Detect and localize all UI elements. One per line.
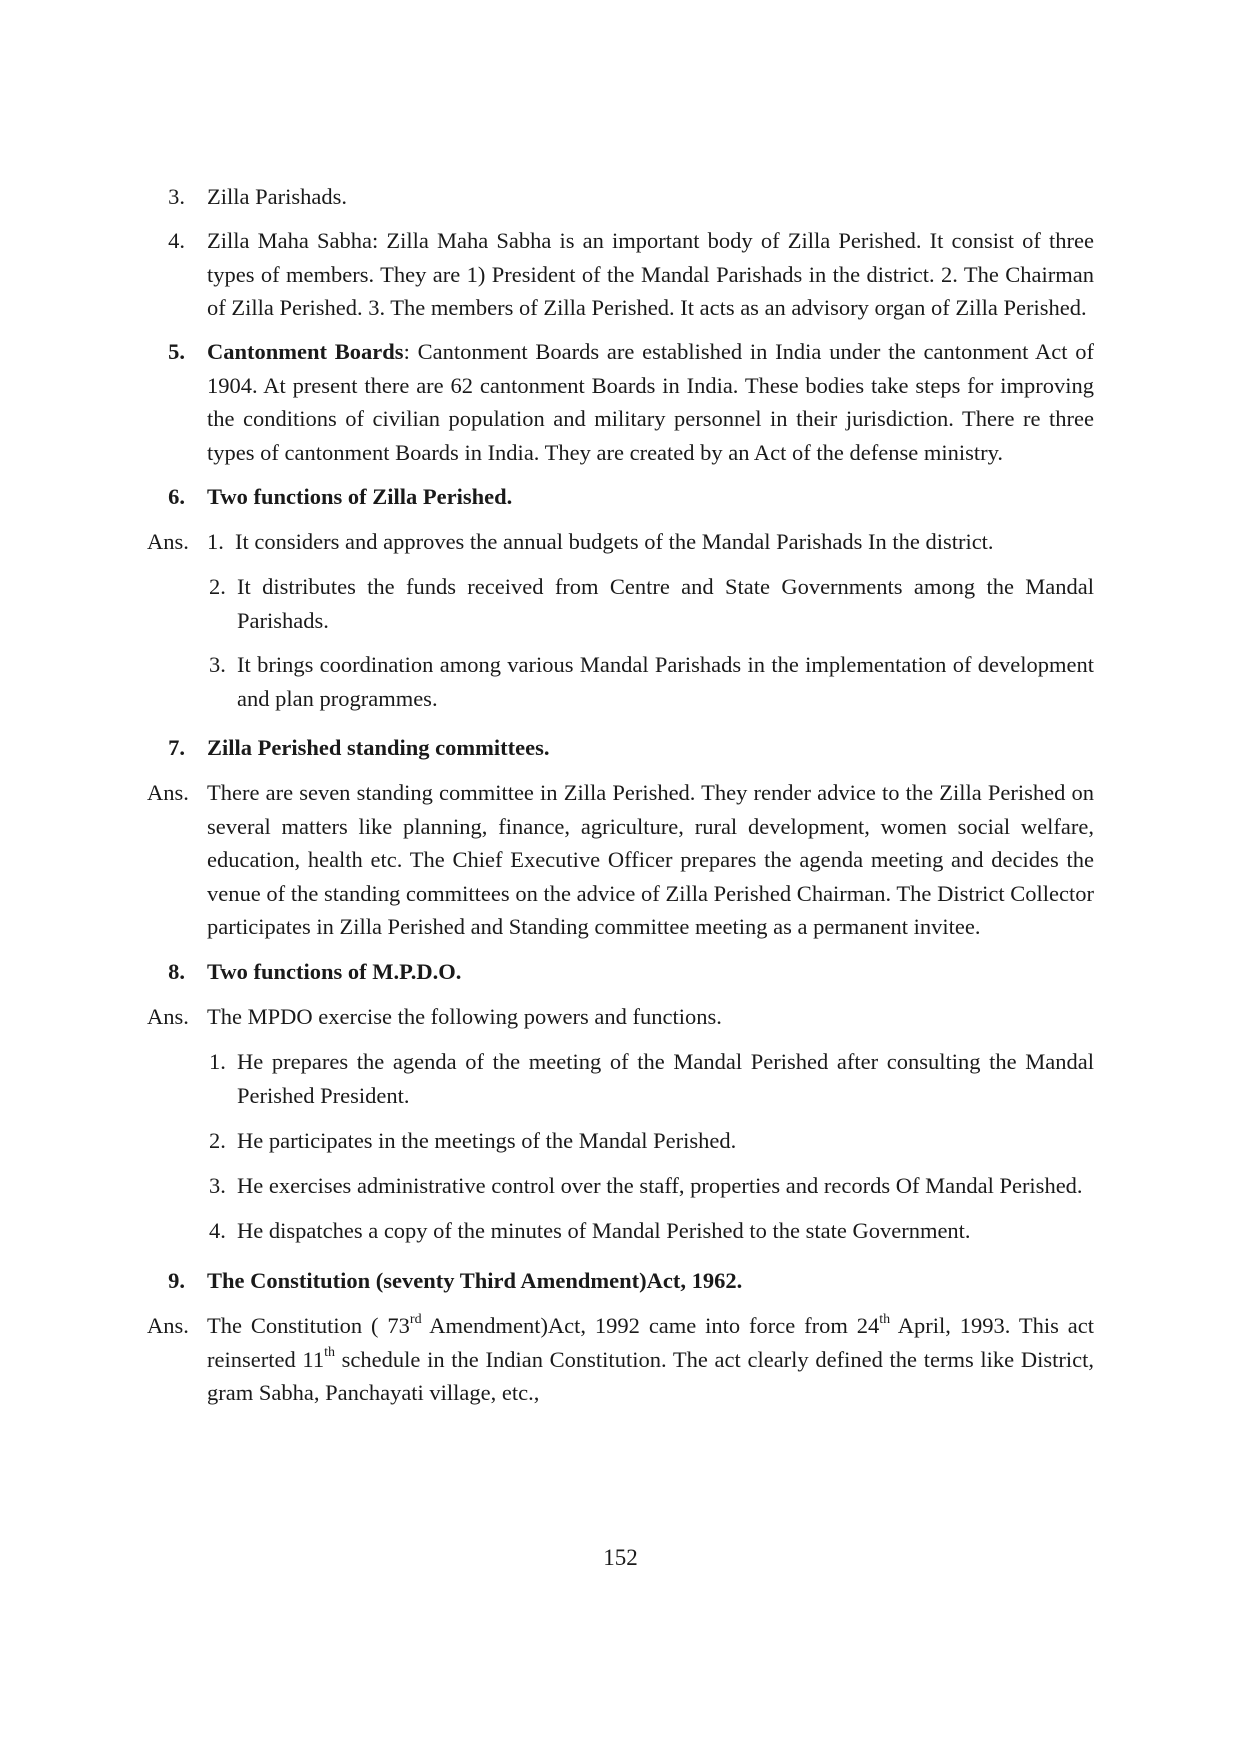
answer-text-part: schedule in the Indian Constitution. The act clearly defined the terms like District, gram Sabha, Panchayati village, etc., (207, 1346, 1094, 1405)
list-number: 2. (209, 574, 226, 599)
answer-intro: The MPDO exercise the following powers and functions. (207, 1004, 722, 1029)
list-item (209, 1169, 1094, 1203)
list-text: He exercises administrative control over the staff, properties and records Of Mandal Perished. (237, 1173, 1083, 1198)
item-text: Zilla Parishads. (207, 184, 347, 209)
superscript: th (324, 1345, 335, 1360)
item-number: 3. (168, 184, 185, 209)
item-text: : Cantonment Boards are established in India under the cantonment Act of 1904. At present there are 62 cantonment Boards in India. These bodies take steps for improving the conditions of civilian population and military personnel in their jurisdiction. There re three types of cantonment Boards in India. They are created by an Act of the defense ministry. (207, 339, 1094, 465)
list-item (209, 648, 1094, 715)
question-number: 7. (168, 735, 185, 760)
answer-text (207, 1309, 1094, 1410)
list-text: He prepares the agenda of the meeting of the Mandal Perished after consulting the Mandal Perished President. (237, 1049, 1094, 1108)
question-number: 9. (168, 1268, 185, 1293)
list-text: It considers and approves the annual budgets of the Mandal Parishads In the district. (235, 529, 994, 554)
list-number: 1. (207, 529, 224, 554)
answer-text-part: The Constitution ( 73 (207, 1313, 410, 1338)
answer-label: Ans. (147, 780, 189, 805)
answer-label: Ans. (147, 1313, 189, 1338)
list-text: He participates in the meetings of the Mandal Perished. (237, 1128, 737, 1153)
question-title: Two functions of M.P.D.O. (207, 959, 462, 984)
list-number: 2. (209, 1128, 226, 1153)
item-paragraph (207, 335, 1094, 469)
list-number: 1. (209, 1049, 226, 1074)
list-number: 3. (209, 652, 226, 677)
list-number: 3. (209, 1173, 226, 1198)
list-text: He dispatches a copy of the minutes of Mandal Perished to the state Government. (237, 1218, 971, 1243)
answer-label: Ans. (147, 529, 189, 554)
answer-text-part: Amendment)Act, 1992 came into force from 24 (421, 1313, 880, 1338)
question-title: The Constitution (seventy Third Amendment)Act, 1962. (207, 1268, 743, 1293)
list-item (209, 570, 1094, 637)
question-number: 8. (168, 959, 185, 984)
question-title: Zilla Perished standing committees. (207, 735, 550, 760)
item-number: 5. (168, 339, 185, 364)
question-title: Two functions of Zilla Perished. (207, 484, 513, 509)
list-item (209, 1214, 1094, 1248)
list-text: It brings coordination among various Mandal Parishads in the implementation of development and plan programmes. (237, 652, 1094, 711)
superscript: rd (409, 1311, 422, 1327)
page-number: 152 (603, 1545, 638, 1570)
question-number: 6. (168, 484, 185, 509)
item-number: 4. (168, 228, 185, 253)
list-item (209, 1124, 1094, 1158)
list-number: 4. (209, 1218, 226, 1243)
item-text: Zilla Maha Sabha: Zilla Maha Sabha is an important body of Zilla Perished. It consist of three types of members. They are 1) President of the Mandal Parishads in the district. 2. The Chairman of Zilla Perished. 3. The members of Zilla Perished. It acts as an advisory organ of Zilla Perished. (207, 228, 1094, 320)
list-item (209, 1045, 1094, 1112)
answer-text: There are seven standing committee in Zilla Perished. They render advice to the Zilla Perished on several matters like planning, finance, agriculture, rural development, women social welfare, education, health etc. The Chief Executive Officer prepares the agenda meeting and decides the venue of the standing committees on the advice of Zilla Perished Chairman. The District Collector participates in Zilla Perished and Standing committee meeting as a permanent invitee. (207, 780, 1094, 939)
item-title: Cantonment Boards (207, 339, 404, 364)
superscript: th (879, 1311, 891, 1327)
list-text: It distributes the funds received from Centre and State Governments among the Mandal Parishads. (237, 574, 1094, 633)
answer-text-part: April, 1993. This act reinserted 11 (207, 1313, 1095, 1372)
answer-label: Ans. (147, 1004, 189, 1029)
list-item (207, 525, 1094, 559)
